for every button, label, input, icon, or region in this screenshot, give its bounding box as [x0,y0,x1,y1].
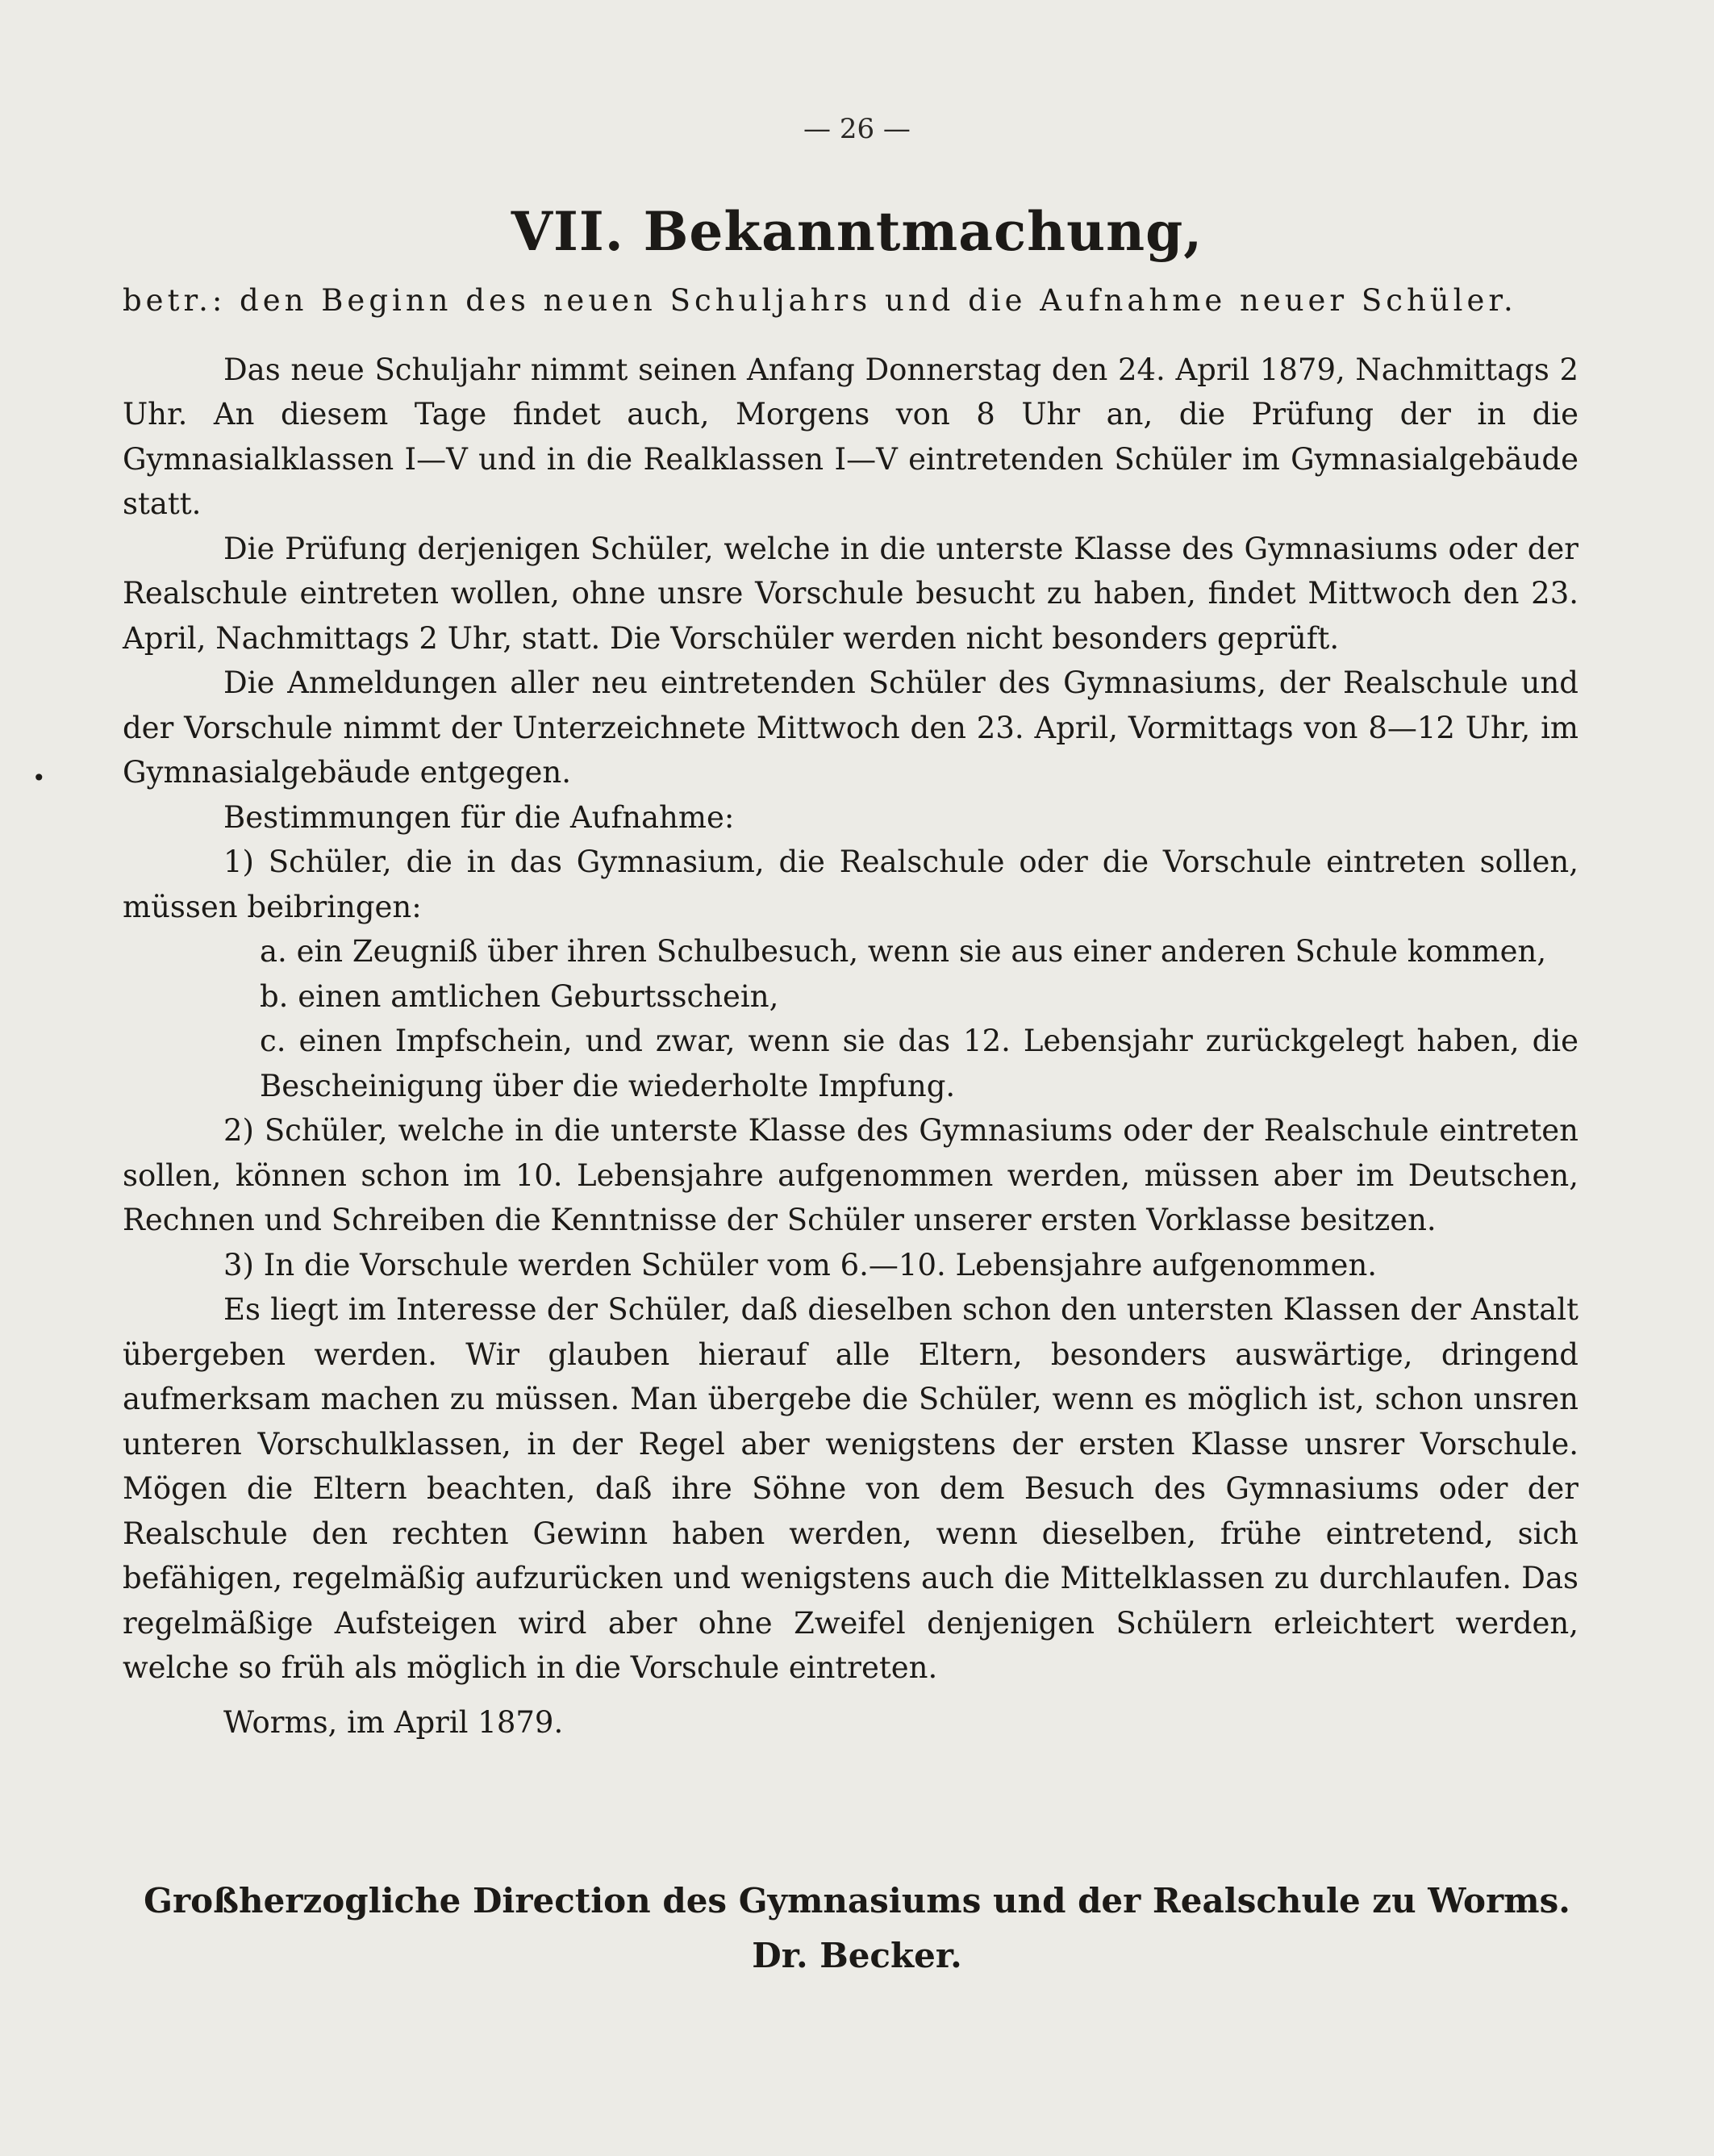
place-date: Worms, im April 1879. [223,1704,564,1740]
page-number: — 26 — [803,113,911,145]
rule-2: 2) Schüler, welche in die unterste Klasse des Gymnasiums oder der Realschule eintreten sollen, können schon im 10. Lebensjahre aufgenommen werden, müssen aber im Deutschen, Rechnen und Schreiben die Kenntnisse der Schüler unserer ersten Vorklasse besitzen. [123,1113,1578,1237]
notice-subject: betr.: den Beginn des neuen Schuljahrs und die Aufnahme neuer Schüler. [123,283,1517,318]
signature-name: Dr. Becker. [752,1936,962,1975]
paragraph-exam: Die Prüfung derjenigen Schüler, welche in die unterste Klasse des Gymnasiums oder der Realschule eintreten wollen, ohne unsre Vorschule besucht zu haben, findet Mittwoch den 23. April, Nachmittags 2 Uhr, statt. Die Vorschüler werden nicht besonders geprüft. [123,531,1578,656]
rule-1c: c. einen Impfschein, und zwar, wenn sie das 12. Lebensjahr zurückgelegt haben, die Bescheinigung über die wiederholte Impfung. [260,1024,1578,1103]
rule-1b: b. einen amtlichen Geburtsschein, [260,978,779,1014]
signature-institution: Großherzogliche Direction des Gymnasiums und der Realschule zu Worms. [144,1881,1570,1920]
rule-1: 1) Schüler, die in das Gymnasium, die Realschule oder die Vorschule eintreten sollen, müssen beibringen: [123,844,1578,924]
paragraph-registration: Die Anmeldungen aller neu eintretenden Schüler des Gymnasiums, der Realschule und der Vorschule nimmt der Unterzeichnete Mittwoch den 23. April, Vormittags von 8—12 Uhr, im Gymnasialgebäude entgegen. [123,665,1578,790]
rule-3: 3) In die Vorschule werden Schüler vom 6.—10. Lebensjahre aufgenommen. [223,1247,1378,1282]
paragraph-requirements-heading: Bestimmungen für die Aufnahme: [223,799,735,835]
paragraph-advice: Es liegt im Interesse der Schüler, daß dieselben schon den untersten Klassen der Anstalt übergeben werden. Wir glauben hierauf alle Eltern, besonders auswärtige, dringend aufmerksam machen zu müssen. Man übergebe die Schüler, wenn es möglich ist, schon unsren unteren Vorschulklassen, in der Regel aber wenigstens der ersten Klasse unsrer Vorschule. Mögen die Eltern beachten, daß ihre Söhne von dem Besuch des Gymnasiums oder der Realschule den rechten Gewinn haben werden, wenn dieselben, frühe eintretend, sich befähigen, regelmäßig aufzurücken und wenigstens auch die Mittelklassen zu durchlaufen. Das regelmäßige Aufsteigen wird aber ohne Zweifel denjenigen Schülern erleichtert werden, welche so früh als möglich in die Vorschule eintreten. [123,1292,1578,1685]
section-title: VII. Bekanntmachung, [511,200,1203,263]
notice-body [123,278,1578,1745]
margin-mark: • [32,765,46,791]
paragraph-start-date: Das neue Schuljahr nimmt seinen Anfang Donnerstag den 24. April 1879, Nachmittags 2 Uhr. An diesem Tage findet auch, Morgens von 8 Uhr an, die Prüfung der in die Gymnasialklassen I—V und in die Realklassen I—V eintretenden Schüler im Gymnasialgebäude statt. [123,352,1578,521]
rule-1a: a. ein Zeugniß über ihren Schulbesuch, wenn sie aus einer anderen Schule kommen, [260,934,1547,969]
